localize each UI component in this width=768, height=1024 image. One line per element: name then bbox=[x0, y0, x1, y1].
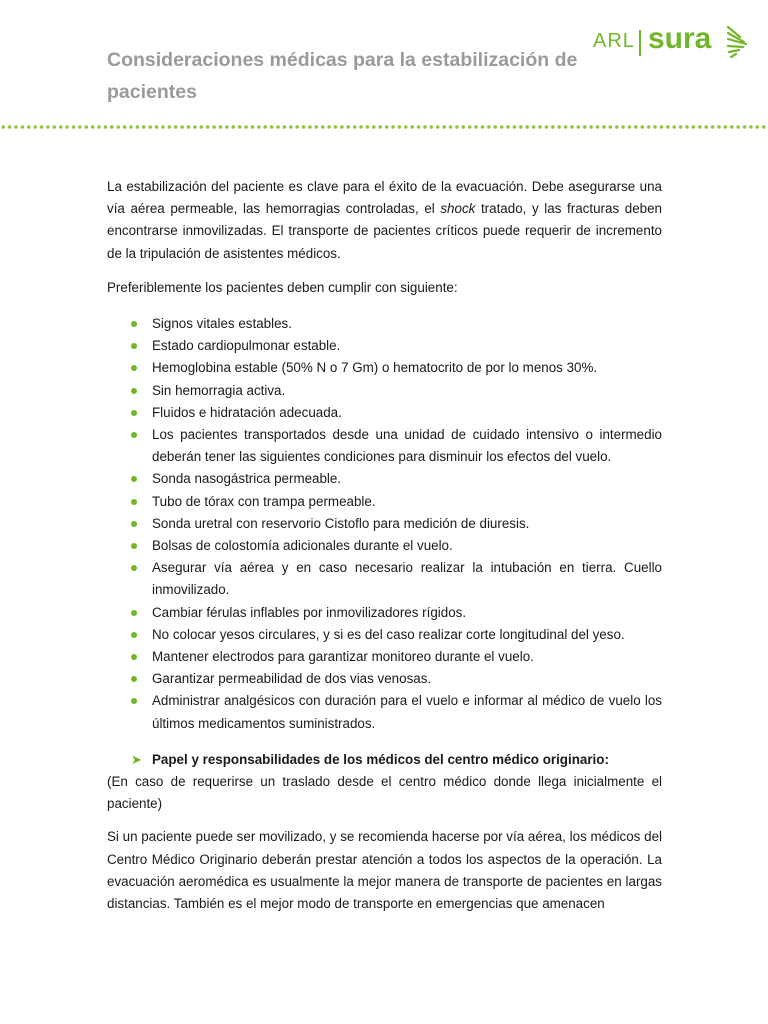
shock-term: shock bbox=[440, 201, 476, 217]
bullet-icon bbox=[131, 521, 137, 527]
bullet-icon bbox=[131, 632, 137, 638]
section-note: (En caso de requerirse un traslado desde el centro médico donde llega inicialmente el paciente) bbox=[107, 774, 662, 812]
list-item: Estado cardiopulmonar estable. bbox=[107, 335, 662, 357]
bullet-icon bbox=[131, 654, 137, 660]
list-item: Cambiar férulas inflables por inmovilizadores rígidos. bbox=[107, 602, 662, 624]
bullet-icon bbox=[131, 365, 137, 371]
list-item: Bolsas de colostomía adicionales durante el vuelo. bbox=[107, 535, 662, 557]
arrow-bullet-icon: ➤ bbox=[131, 751, 142, 767]
bullet-icon bbox=[131, 410, 137, 416]
list-item: Tubo de tórax con trampa permeable. bbox=[107, 491, 662, 513]
list-item: No colocar yesos circulares, y si es del caso realizar corte longitudinal del yeso. bbox=[107, 624, 662, 646]
page-title: Consideraciones médicas para la estabilización de pacientes bbox=[107, 49, 578, 103]
list-item: Sonda uretral con reservorio Cistoflo para medición de diuresis. bbox=[107, 513, 662, 535]
list-item: Los pacientes transportados desde una unidad de cuidado intensivo o intermedio deberán tener las siguientes condiciones para disminuir los efectos del vuelo. bbox=[107, 424, 662, 468]
list-item: Garantizar permeabilidad de dos vias venosas. bbox=[107, 668, 662, 690]
bullet-icon bbox=[131, 321, 137, 327]
list-item: Administrar analgésicos con duración para el vuelo e informar al médico de vuelo los últimos medicamentos suministrados. bbox=[107, 690, 662, 734]
list-item: Fluidos e hidratación adecuada. bbox=[107, 402, 662, 424]
document-body bbox=[107, 176, 662, 915]
bullet-icon bbox=[131, 499, 137, 505]
section-body: Si un paciente puede ser movilizado, y se recomienda hacerse por vía aérea, los médicos del Centro Médico Originario deberán prestar atención a todos los aspectos de la operación. La evacuación aeromédica es usualmente la mejor manera de transporte de pacientes en largas distancias. También es el mejor modo de transporte en emergencias que amenacen bbox=[107, 829, 662, 912]
logo-separator bbox=[639, 30, 641, 56]
intro-paragraph: La estabilización del paciente es clave para el éxito de la evacuación. Debe asegurarse una vía aérea permeable, las hemorragias controladas, el shock tratado, y las fracturas deben encontrarse inmovilizadas. El transporte de pacientes críticos puede requerir de incremento de la tripulación de asistentes médicos. bbox=[107, 179, 662, 261]
wing-icon bbox=[726, 24, 748, 60]
requirements-list bbox=[107, 313, 662, 735]
logo-arl-text: ARL bbox=[593, 30, 635, 52]
list-item: Sin hemorragia activa. bbox=[107, 380, 662, 402]
section-heading: ➤ Papel y responsabilidades de los médicos del centro médico originario: bbox=[107, 749, 662, 771]
list-item: Sonda nasogástrica permeable. bbox=[107, 468, 662, 490]
bullet-icon bbox=[131, 565, 137, 571]
bullet-icon bbox=[131, 388, 137, 394]
bullet-icon bbox=[131, 432, 137, 438]
list-item: Hemoglobina estable (50% N o 7 Gm) o hematocrito de por lo menos 30%. bbox=[107, 357, 662, 379]
bullet-icon bbox=[131, 698, 137, 704]
bullet-icon bbox=[131, 543, 137, 549]
bullet-icon bbox=[131, 343, 137, 349]
logo-sura-text: sura bbox=[648, 22, 712, 55]
bullet-icon bbox=[131, 676, 137, 682]
list-item: Mantener electrodos para garantizar monitoreo durante el vuelo. bbox=[107, 646, 662, 668]
requirements-lead: Preferiblemente los pacientes deben cumplir con siguiente: bbox=[107, 279, 458, 295]
dotted-divider bbox=[0, 124, 768, 130]
arl-sura-logo bbox=[593, 24, 753, 64]
list-item: Asegurar vía aérea y en caso necesario realizar la intubación en tierra. Cuello inmovilizado. bbox=[107, 557, 662, 601]
list-item: Signos vitales estables. bbox=[107, 313, 662, 335]
bullet-icon bbox=[131, 610, 137, 616]
bullet-icon bbox=[131, 476, 137, 482]
